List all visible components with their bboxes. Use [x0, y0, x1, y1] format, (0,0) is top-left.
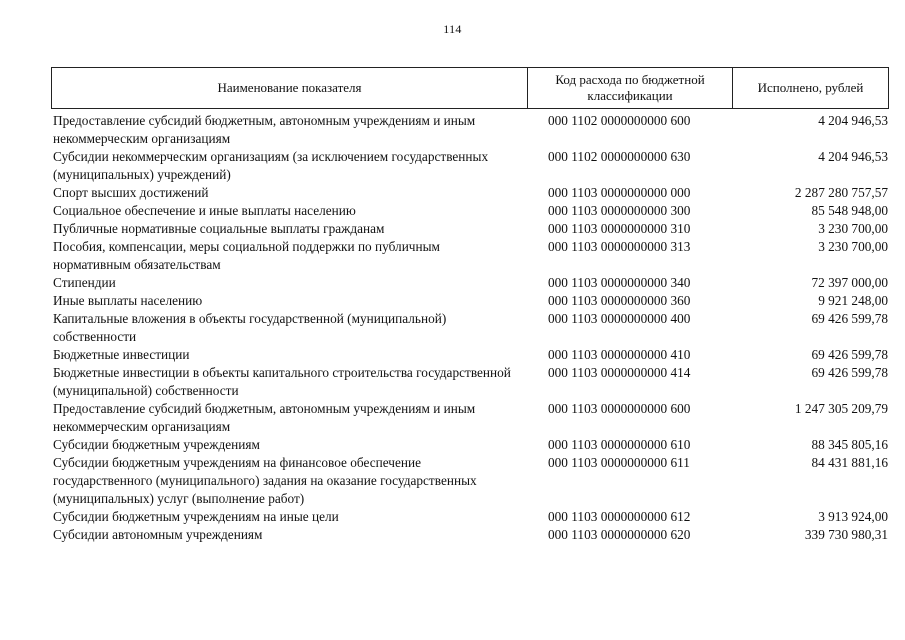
indicator-name-cell: Бюджетные инвестиции — [53, 347, 190, 362]
indicator-name-cell: Субсидии бюджетным учреждениям на финансовое обеспечение государственного (муниципального) задания на оказание государственных (муниципальных) услуг (выполнение работ) — [53, 455, 477, 506]
expense-code-cell: 000 1103 0000000000 360 — [548, 293, 691, 308]
expense-code-cell: 000 1103 0000000000 414 — [548, 365, 691, 380]
executed-amount-cell: 84 431 881,16 — [811, 455, 888, 470]
expense-code-cell: 000 1103 0000000000 310 — [548, 221, 691, 236]
indicator-name-cell: Иные выплаты населению — [53, 293, 203, 308]
table-row — [51, 364, 889, 400]
expense-code-cell: 000 1103 0000000000 340 — [548, 275, 691, 290]
expense-code-cell: 000 1103 0000000000 612 — [548, 509, 691, 524]
table-row — [51, 292, 889, 310]
executed-amount-cell: 3 230 700,00 — [818, 221, 888, 236]
budget-execution-table — [51, 67, 889, 544]
expense-code-cell: 000 1103 0000000000 313 — [548, 239, 691, 254]
expense-code-cell: 000 1103 0000000000 410 — [548, 347, 691, 362]
indicator-name-cell: Бюджетные инвестиции в объекты капитального строительства государственной (муниципальной) собственности — [53, 365, 511, 398]
table-body — [51, 112, 889, 544]
executed-amount-cell: 85 548 948,00 — [811, 203, 888, 218]
table-row — [51, 400, 889, 436]
header-executed-amount: Исполнено, рублей — [757, 80, 864, 95]
table-row — [51, 526, 889, 544]
indicator-name-cell: Предоставление субсидий бюджетным, автономным учреждениям и иным некоммерческим организациям — [53, 113, 476, 146]
table-row — [51, 436, 889, 454]
table-row — [51, 274, 889, 292]
executed-amount-cell: 69 426 599,78 — [811, 311, 888, 326]
table-row — [51, 454, 889, 508]
expense-code-cell: 000 1103 0000000000 400 — [548, 311, 691, 326]
page-number: 114 — [443, 22, 462, 36]
indicator-name-cell: Субсидии бюджетным учреждениям — [53, 437, 260, 452]
executed-amount-cell: 9 921 248,00 — [818, 293, 888, 308]
expense-code-cell: 000 1103 0000000000 000 — [548, 185, 691, 200]
executed-amount-cell: 3 913 924,00 — [818, 509, 888, 524]
executed-amount-cell: 2 287 280 757,57 — [794, 185, 888, 200]
table-row — [51, 148, 889, 184]
indicator-name-cell: Пособия, компенсации, меры социальной поддержки по публичным нормативным обязательствам — [53, 239, 440, 272]
executed-amount-cell: 339 730 980,31 — [804, 527, 888, 542]
table-row — [51, 508, 889, 526]
expense-code-cell: 000 1103 0000000000 611 — [548, 455, 690, 470]
executed-amount-cell: 4 204 946,53 — [818, 149, 888, 164]
table-row — [51, 238, 889, 274]
table-row — [51, 310, 889, 346]
table-header — [51, 67, 889, 109]
expense-code-cell: 000 1103 0000000000 600 — [548, 401, 691, 416]
table-row — [51, 220, 889, 238]
executed-amount-cell: 1 247 305 209,79 — [794, 401, 888, 416]
executed-amount-cell: 69 426 599,78 — [811, 365, 888, 380]
indicator-name-cell: Субсидии некоммерческим организациям (за исключением государственных (муниципальных) учреждений) — [53, 149, 489, 182]
executed-amount-cell: 4 204 946,53 — [818, 113, 888, 128]
table-row — [51, 184, 889, 202]
expense-code-cell: 000 1102 0000000000 600 — [548, 113, 691, 128]
indicator-name-cell: Субсидии автономным учреждениям — [53, 527, 263, 542]
table-row — [51, 346, 889, 364]
indicator-name-cell: Спорт высших достижений — [53, 185, 209, 200]
expense-code-cell: 000 1103 0000000000 610 — [548, 437, 691, 452]
indicator-name-cell: Субсидии бюджетным учреждениям на иные цели — [53, 509, 339, 524]
indicator-name-cell: Стипендии — [53, 275, 116, 290]
indicator-name-cell: Социальное обеспечение и иные выплаты населению — [53, 203, 356, 218]
expense-code-cell: 000 1103 0000000000 300 — [548, 203, 691, 218]
indicator-name-cell: Публичные нормативные социальные выплаты гражданам — [53, 221, 385, 236]
header-expense-code: Код расхода по бюджетной классификации — [528, 68, 733, 108]
indicator-name-cell: Предоставление субсидий бюджетным, автономным учреждениям и иным некоммерческим организациям — [53, 401, 476, 434]
executed-amount-cell: 72 397 000,00 — [811, 275, 888, 290]
executed-amount-cell: 88 345 805,16 — [811, 437, 888, 452]
expense-code-cell: 000 1102 0000000000 630 — [548, 149, 691, 164]
executed-amount-cell: 3 230 700,00 — [818, 239, 888, 254]
indicator-name-cell: Капитальные вложения в объекты государственной (муниципальной) собственности — [53, 311, 447, 344]
table-row — [51, 112, 889, 148]
executed-amount-cell: 69 426 599,78 — [811, 347, 888, 362]
expense-code-cell: 000 1103 0000000000 620 — [548, 527, 691, 542]
header-indicator-name: Наименование показателя — [52, 68, 528, 108]
table-row — [51, 202, 889, 220]
